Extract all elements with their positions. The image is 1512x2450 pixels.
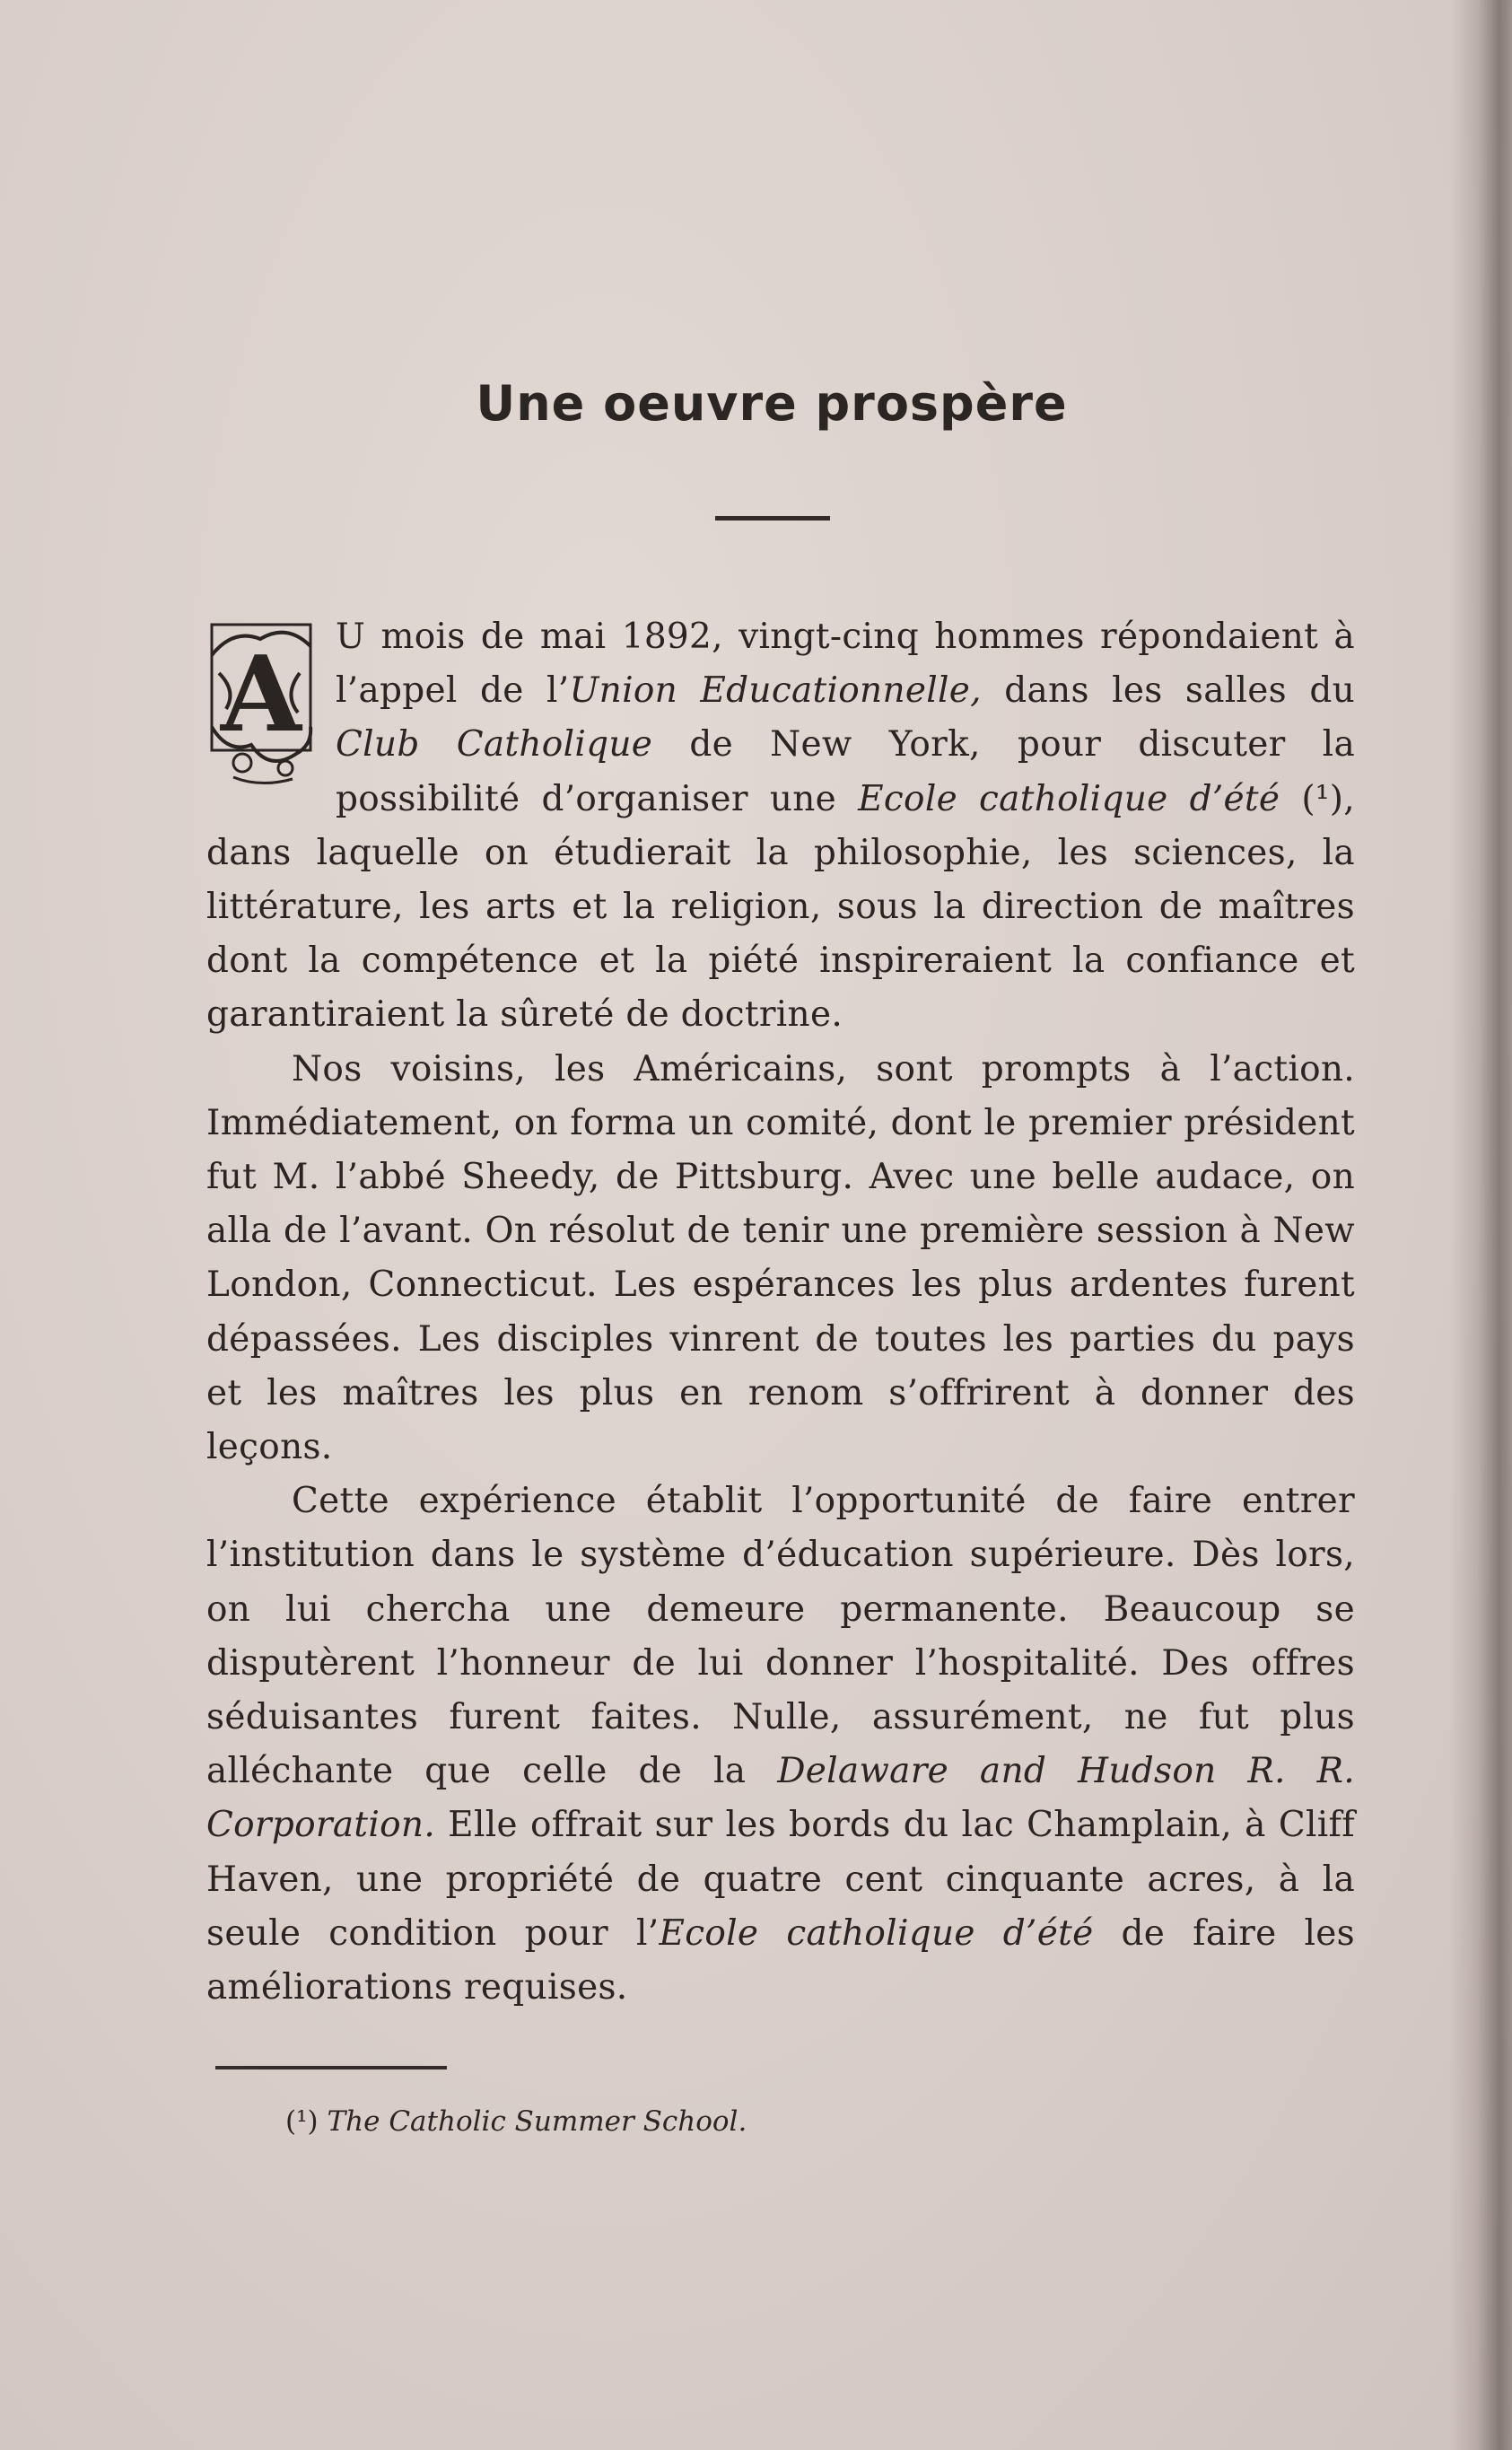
dropcap-flourish — [233, 754, 251, 772]
dropcap-flourish — [278, 761, 293, 775]
paragraph-1-text: (¹), dans laquelle on étudierait la philosophie, les sciences, la littérature, les arts et la religion, sous la direction de maîtres dont la compétence et la piété inspireraient la confiance et garantiraient la sûreté de doctrine. — [206, 778, 1355, 1036]
page-title: Une oeuvre prospère — [476, 375, 1068, 432]
paragraph-3 — [206, 1474, 1355, 2015]
paragraph-1-italic: Ecole catholique d’été — [858, 778, 1280, 819]
paragraph-3-text: Elle offrait sur les bords du lac Champlain, à Cliff Haven, une propriété de quatre cent cinquante acres, à la seule condition pour l’ — [206, 1805, 1355, 1954]
paragraph-3-italic: Ecole catholique d’été — [659, 1912, 1094, 1954]
paragraph-1-text: de New York, pour discuter la possibilité d’organiser une — [336, 724, 1356, 819]
title-rule — [715, 516, 830, 521]
paragraph-1-text: dans les salles du — [981, 670, 1356, 712]
footnote-mark: (¹) — [285, 2105, 319, 2138]
footnote-text: The Catholic Summer School. — [327, 2105, 747, 2138]
footnote — [285, 2105, 747, 2138]
paragraph-3-text: Cette expérience établit l’opportunité de faire entrer l’institution dans le système d’éducation supérieure. Dès lors, on lui chercha une demeure permanente. Beaucoup se disputèrent l’honneur de lui donner l’hospitalité. Des offres séduisantes furent faites. Nulle, assurément, ne fut plus alléchante que celle de la — [206, 1481, 1355, 1792]
dropcap-ornament — [233, 777, 293, 783]
paragraph-2: Nos voisins, les Américains, sont prompts à l’action. Immédiatement, on forma un comité, dont le premier président fut M. l’abbé Sheedy, de Pittsburg. Avec une belle audace, on alla de l’avant. On résolut de tenir une première session à New London, Connecticut. Les espérances les plus ardentes furent dépassées. Les disciples vinrent de toutes les parties du pays et les maîtres les plus en renom s’offrirent à donner des leçons. — [206, 1048, 1355, 1468]
article-body — [206, 610, 1355, 2015]
paragraph-1-italic: Union Educationnelle, — [569, 670, 982, 712]
page-gutter-shadow — [1449, 0, 1512, 2450]
paragraph-1-italic: Club Catholique — [336, 724, 653, 766]
ornamental-dropcap — [206, 619, 321, 788]
paragraph-1 — [206, 610, 1355, 1043]
paragraph-1-text: U mois de mai 1892, vingt-cinq hommes répondaient à l’appel de l’ — [336, 617, 1355, 712]
paragraph-3-italic: Delaware and Hudson R. R. Corporation. — [206, 1751, 1355, 1846]
footnote-rule — [215, 2066, 447, 2069]
dropcap-letter: A — [220, 634, 302, 756]
paragraph-3-text: de faire les améliorations requises. — [206, 1912, 1355, 2008]
